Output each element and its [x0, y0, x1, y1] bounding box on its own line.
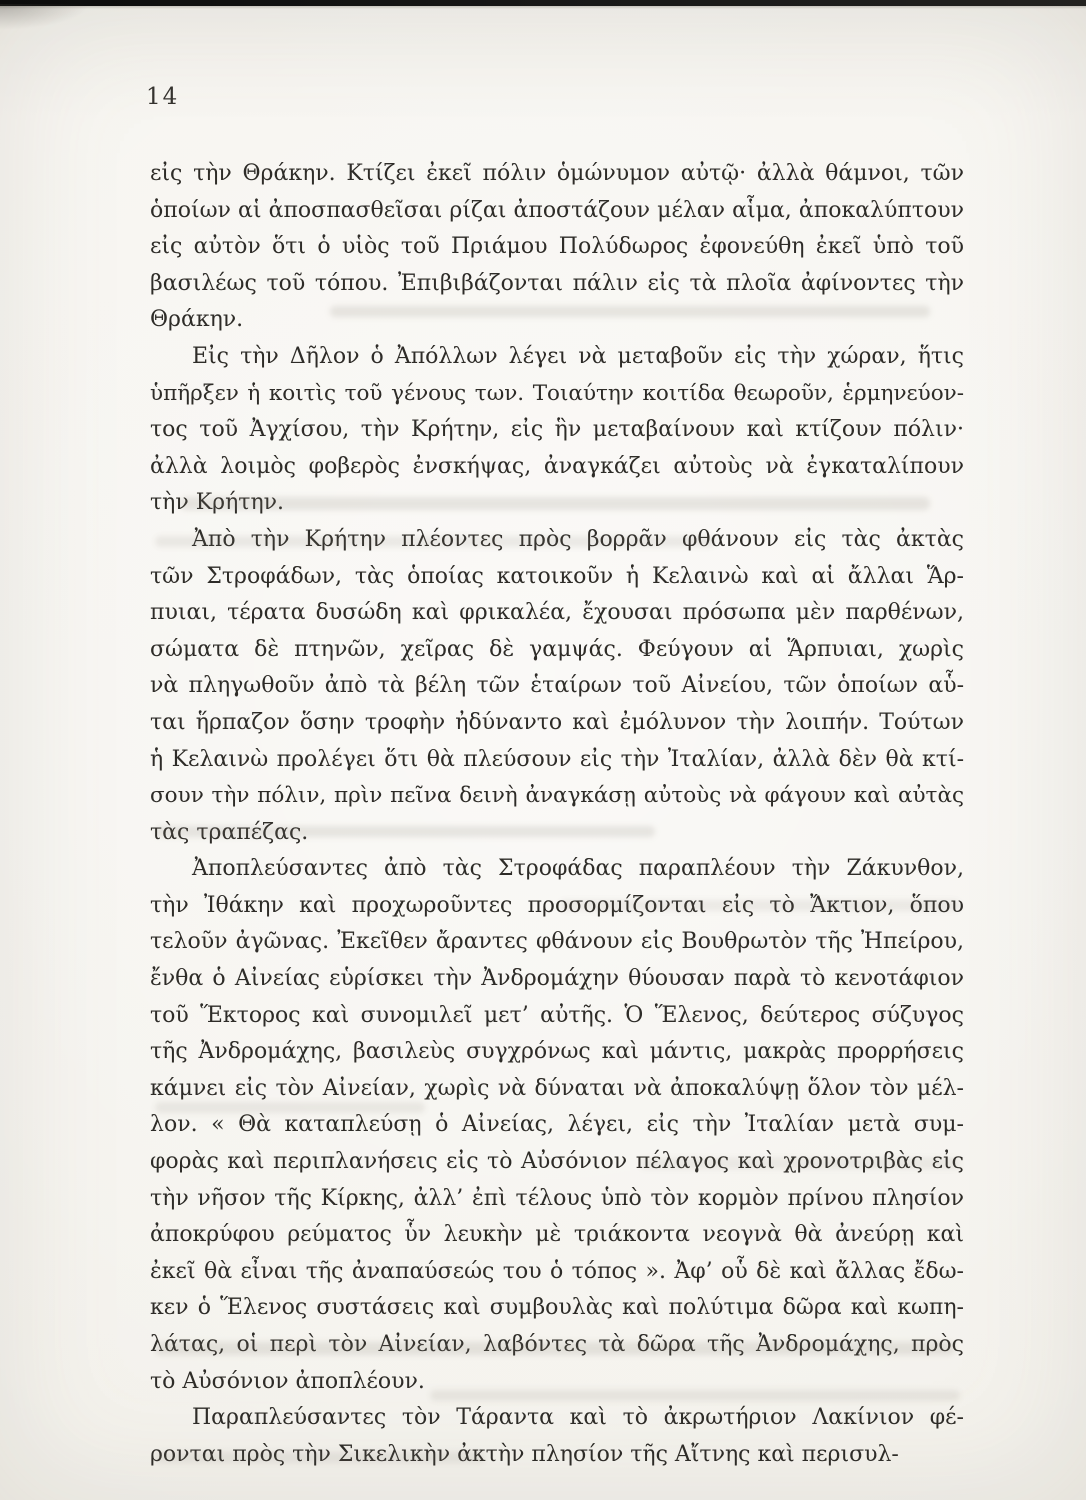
text-line: τὴν Κρήτην.: [150, 490, 284, 516]
text-line: Θράκην.: [150, 307, 244, 333]
paragraph: [150, 851, 964, 1400]
scan-edge: [0, 0, 1086, 6]
text-line: ὁποίων αἱ ἀποσπασθεῖσαι ρίζαι ἀποστάζουν μέλαν αἷμα, ἀποκαλύπτουν: [150, 197, 964, 223]
text-line: τῆς Ἀνδρομάχης, βασιλεὺς συγχρόνως καὶ μάντις, μακρὰς προρρήσεις: [150, 1039, 964, 1065]
paragraph: [150, 339, 964, 522]
text-line: τὰς τραπέζας.: [150, 819, 309, 845]
scan-corner-smudge: [0, 4, 90, 30]
text-line: τὴν νῆσον τῆς Κίρκης, ἀλλ’ ἐπὶ τέλους ὑπὸ τὸν κορμὸν πρίνου πλησίον: [150, 1185, 964, 1211]
text-line: εἰς αὐτὸν ὅτι ὁ υἱὸς τοῦ Πριάμου Πολύδωρος ἐφονεύθη ἐκεῖ ὑπὸ τοῦ: [150, 234, 964, 260]
text-line: βασιλέως τοῦ τόπου. Ἐπιβιβάζονται πάλιν εἰς τὰ πλοῖα ἀφίνοντες τὴν: [150, 270, 964, 296]
text-line: τὴν Ἰθάκην καὶ προχωροῦντες προσορμίζονται εἰς τὸ Ἄκτιον, ὅπου: [150, 892, 964, 918]
text-line: τῶν Στροφάδων, τὰς ὁποίας κατοικοῦν ἡ Κελαινὼ καὶ αἱ ἄλλαι Ἅρ-: [150, 563, 964, 589]
text-line: τελοῦν ἀγῶνας. Ἐκεῖθεν ἄραντες φθάνουν εἰς Βουθρωτὸν τῆς Ἠπείρου,: [150, 929, 964, 955]
text-line: ται ἥρπαζον ὅσην τροφὴν ἠδύναντο καὶ ἐμόλυνον τὴν λοιπήν. Τούτων: [150, 709, 964, 735]
text-line: Εἰς τὴν Δῆλον ὁ Ἀπόλλων λέγει νὰ μεταβοῦν εἰς τὴν χώραν, ἥτις: [192, 343, 964, 369]
text-line: Ἀπὸ τὴν Κρήτην πλέοντες πρὸς βορρᾶν φθάνουν εἰς τὰς ἀκτὰς: [192, 526, 964, 552]
text-line: ἀλλὰ λοιμὸς φοβερὸς ἐνσκήψας, ἀναγκάζει αὐτοὺς νὰ ἐγκαταλίπουν: [150, 453, 964, 479]
text-line: Ἀποπλεύσαντες ἀπὸ τὰς Στροφάδας παραπλέουν τὴν Ζάκυνθον,: [192, 856, 964, 882]
text-line: ὑπῆρξεν ἡ κοιτὶς τοῦ γένους των. Τοιαύτην κοιτίδα θεωροῦν, ἑρμηνεύον-: [150, 380, 964, 406]
text-line: Παραπλεύσαντες τὸν Τάραντα καὶ τὸ ἀκρωτήριον Λακίνιον φέ-: [192, 1405, 964, 1431]
paragraph: [150, 1400, 964, 1473]
text-line: φορὰς καὶ περιπλανήσεις εἰς τὸ Αὐσόνιον πέλαγος καὶ χρονοτριβὰς εἰς: [150, 1149, 964, 1175]
text-block: [150, 156, 964, 1473]
text-line: πυιαι, τέρατα δυσώδη καὶ φρικαλέα, ἔχουσαι πρόσωπα μὲν παρθένων,: [150, 600, 964, 626]
text-line: σουν τὴν πόλιν, πρὶν πεῖνα δεινὴ ἀναγκάσῃ αὐτοὺς νὰ φάγουν καὶ αὐτὰς: [150, 783, 964, 809]
text-line: λον. « Θὰ καταπλεύσῃ ὁ Αἰνείας, λέγει, εἰς τὴν Ἰταλίαν μετὰ συμ-: [150, 1112, 964, 1138]
text-line: ρονται πρὸς τὴν Σικελικὴν ἀκτὴν πλησίον τῆς Αἴτνης καὶ περισυλ-: [150, 1441, 899, 1467]
paragraph: [150, 156, 964, 339]
text-line: τοῦ Ἕκτορος καὶ συνομιλεῖ μετ’ αὐτῆς. Ὁ Ἕλενος, δεύτερος σύζυγος: [150, 1002, 964, 1028]
text-line: ἡ Κελαινὼ προλέγει ὅτι θὰ πλεύσουν εἰς τὴν Ἰταλίαν, ἀλλὰ δὲν θὰ κτί-: [150, 746, 964, 772]
text-line: εἰς τὴν Θράκην. Κτίζει ἐκεῖ πόλιν ὁμώνυμον αὐτῷ· ἀλλὰ θάμνοι, τῶν: [150, 161, 964, 186]
text-line: κεν ὁ Ἕλενος συστάσεις καὶ συμβουλὰς καὶ πολύτιμα δῶρα καὶ κωπη-: [150, 1295, 964, 1321]
page-number: 14: [146, 84, 180, 110]
text-line: τος τοῦ Ἀγχίσου, τὴν Κρήτην, εἰς ἣν μεταβαίνουν καὶ κτίζουν πόλιν·: [150, 417, 964, 443]
paragraph: [150, 522, 964, 851]
text-line: ἐκεῖ θὰ εἶναι τῆς ἀναπαύσεώς του ὁ τόπος ». Ἀφ’ οὗ δὲ καὶ ἄλλας ἔδω-: [150, 1258, 964, 1284]
text-line: τὸ Αὐσόνιον ἀποπλέουν.: [150, 1368, 425, 1394]
text-line: σώματα δὲ πτηνῶν, χεῖρας δὲ γαμψάς. Φεύγουν αἱ Ἅρπυιαι, χωρὶς: [150, 636, 964, 662]
text-line: νὰ πληγωθοῦν ἀπὸ τὰ βέλη τῶν ἑταίρων τοῦ Αἰνείου, τῶν ὁποίων αὗ-: [150, 673, 964, 699]
text-line: ἀποκρύφου ρεύματος ὗν λευκὴν μὲ τριάκοντα νεογνὰ θὰ ἀνεύρῃ καὶ: [150, 1222, 964, 1248]
text-line: λάτας, οἱ περὶ τὸν Αἰνείαν, λαβόντες τὰ δῶρα τῆς Ἀνδρομάχης, πρὸς: [150, 1332, 964, 1357]
text-line: κάμνει εἰς τὸν Αἰνείαν, χωρὶς νὰ δύναται νὰ ἀποκαλύψῃ ὅλον τὸν μέλ-: [150, 1075, 964, 1101]
text-line: ἔνθα ὁ Αἰνείας εὑρίσκει τὴν Ἀνδρομάχην θύουσαν παρὰ τὸ κενοτάφιον: [150, 966, 964, 992]
